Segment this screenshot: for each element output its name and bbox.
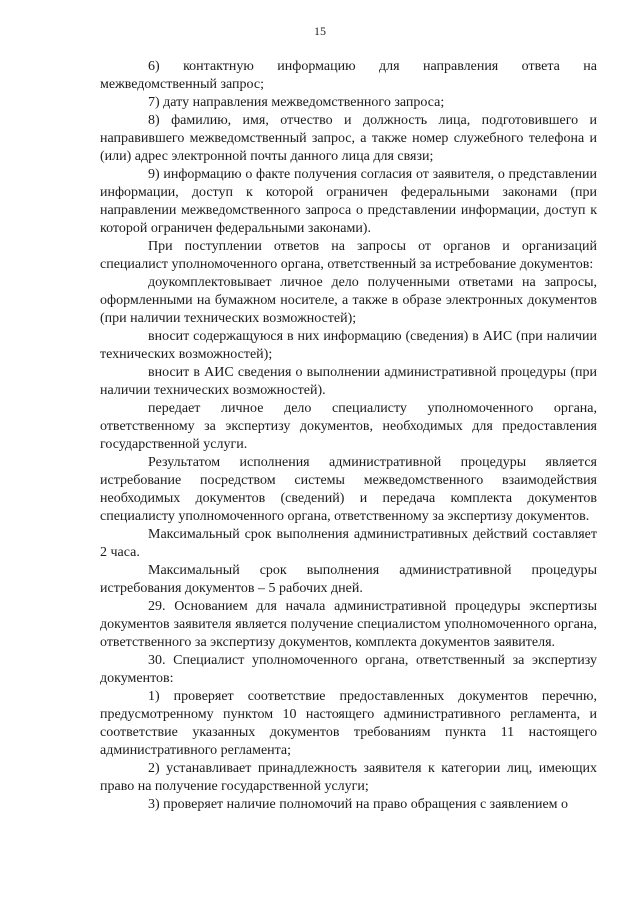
paragraph-completes-personal-file: доукомплектовывает личное дело полученными ответами на запросы, оформленными на бумажном носителе, а также в образе электронных документов (при наличии технических возможностей); (100, 275, 597, 326)
paragraph-item-29: 29. Основанием для начала административной процедуры экспертизы документов заявителя является получение специалистом уполномоченного органа, ответственного за экспертизу документов, комплекта документов заявителя. (100, 599, 597, 650)
paragraph-enters-info-ais: вносит содержащуюся в них информацию (сведения) в АИС (при наличии технических возможностей); (100, 329, 597, 362)
paragraph-max-time-procedure: Максимальный срок выполнения административной процедуры истребования документов – 5 рабочих дней. (100, 563, 597, 596)
page-number: 15 (314, 24, 326, 38)
paragraph-max-time-actions: Максимальный срок выполнения административных действий составляет 2 часа. (100, 527, 597, 560)
paragraph-item-30-2: 2) устанавливает принадлежность заявителя к категории лиц, имеющих право на получение государственной услуги; (100, 761, 597, 794)
paragraph-on-receiving-answers: При поступлении ответов на запросы от органов и организаций специалист уполномоченного органа, ответственный за истребование документов: (100, 239, 597, 272)
paragraph-item-7-request-date: 7) дату направления межведомственного запроса; (148, 95, 445, 110)
paragraph-item-6-contact-info: 6) контактную информацию для направления ответа на межведомственный запрос; (100, 59, 597, 92)
paragraph-item-30: 30. Специалист уполномоченного органа, ответственный за экспертизу документов: (100, 653, 597, 686)
paragraph-transfers-file: передает личное дело специалисту уполномоченного органа, ответственному за экспертизу документов, необходимых для предоставления государственной услуги. (100, 401, 597, 452)
paragraph-procedure-result: Результатом исполнения административной процедуры является истребование посредством системы межведомственного взаимодействия необходимых документов (сведений) и передача комплекта документов специалисту уполномоченного органа, ответственному за экспертизу документов. (100, 455, 597, 524)
paragraph-item-30-1: 1) проверяет соответствие предоставленных документов перечню, предусмотренному пунктом 10 настоящего административного регламента, и соответствие указанных документов требованиям пункта 11 настоящего административного регламента; (100, 689, 597, 758)
paragraph-enters-procedure-ais: вносит в АИС сведения о выполнении административной процедуры (при наличии технических возможностей). (100, 365, 597, 398)
paragraph-item-30-3: 3) проверяет наличие полномочий на право обращения с заявлением о (148, 797, 569, 812)
paragraph-item-9-consent-info: 9) информацию о факте получения согласия от заявителя, о представлении информации, доступ к которой ограничен федеральными законами (при направлении межведомственного запроса о представлении информации, доступ к которой ограничен федеральными законами). (100, 167, 597, 236)
paragraph-item-8-official-name: 8) фамилию, имя, отчество и должность лица, подготовившего и направившего межведомственный запрос, а также номер служебного телефона и (или) адрес электронной почты данного лица для связи; (100, 113, 597, 164)
document-body (100, 58, 597, 814)
